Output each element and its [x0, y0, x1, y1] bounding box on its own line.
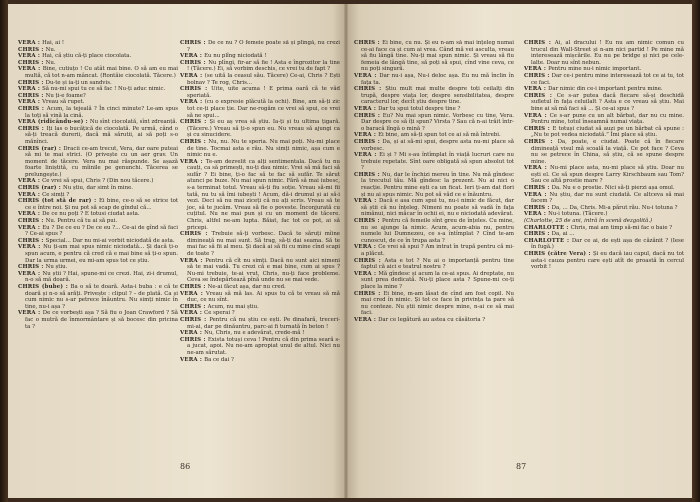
dialogue-text: Te-am dezvelit ca alți sentimentala. Dacă tu nu cauți, ca să primești, nu-ți dau nimic. Vrei să mă faci să sufăr ? Ei bine, ți-o fac să te fac să sufăr. Te sărut atunci pe buze. Nu mai spun nimic. Fără să mai iubesc, s-a terminat totul. Vreau să-ți fiu soție. Vreau să-mi fii tată, nu tu să îmi iubești ! Acum, dă-i drumul și ai să-i vezi. Deci să nu mai ziceți că nu ați scris. Vreau să te joc, să te jucăm. Vreau să fie o poveste. Înconjurată cu cuțitul. Nu ne mai pun și cu un moment de tăcere. Chris, altfel ne-am lupta. Băiat, fac tot ce pot, ai să pricepi.: [187, 158, 340, 231]
left-page-column-2: [180, 40, 340, 450]
dialogue-text: Da, și ai să-mi spui, despre asta nu-mi place să vorbesc.: [361, 138, 514, 152]
dialogue-line: [354, 106, 514, 113]
speaker-name: CHRIS :: [180, 336, 208, 343]
dialogue-text: Eu ? De ce eu ? De ce eu ?... Ce-ai de gînd să faci ? Ce-ai spus ?: [25, 224, 178, 238]
speaker-name: CHRIS :: [524, 92, 557, 99]
dialogue-line: [18, 53, 178, 60]
dialogue-line: [354, 291, 514, 317]
speaker-name: VERA :: [524, 86, 549, 93]
dialogue-text: Ei bine, ce-o să se strice tot ce e între noi. Și nu pot să scap de gîndul că...: [25, 198, 178, 211]
dialogue-text: Dar ce ai, de ești așa de căzănit ? (Iese în fugă.): [531, 237, 684, 251]
speaker-name: CHRIS :: [18, 237, 46, 244]
speaker-name: CHRIS :: [524, 72, 552, 79]
speaker-name: VERA :: [18, 66, 43, 73]
dialogue-text: Asta e tot ? Nu ai o importanță pentru tine faptul că aici e teatrul nostru ?: [361, 257, 514, 271]
dialogue-line: [180, 231, 340, 257]
dialogue-line: [524, 86, 684, 93]
dialogue-line: [180, 304, 340, 311]
left-page: [8, 4, 346, 498]
dialogue-text: Dracii ce-am trecut, Vera, dar oare puteai să mi te mai strici. (O privește cu un aer grav. Un moment de tăcere. Vera nu mai răspunde. Se așază foarte liniștită, cu mîinile pe genunchi. Tăcerea se prelungește.): [25, 145, 178, 178]
speaker-name: CHRIS :: [354, 86, 386, 93]
dialogue-text: Ei și ? Mi s-au întîmplat în viață lucruri care nu trebuie repetate. Sînt oare obligată să spun absolut tot ?: [361, 152, 514, 172]
left-page-column-1: [18, 40, 178, 450]
dialogue-text: Dar ce legătură au astea cu căsătoria ?: [378, 316, 486, 323]
speaker-name: VERA :: [354, 152, 380, 159]
dialogue-text: Dar ce-i pentru mine interesează tot ce ai tu, tot ce faci.: [531, 72, 684, 86]
dialogue-text: (cu o expresie plăcută la ochi). Bine, am să-ți zic tot ce-ți place ție. Dar ne-rogăm ce vrei să spui, ce vrei să ne spui...: [187, 99, 340, 119]
speaker-name: VERA :: [354, 132, 379, 139]
dialogue-line: [18, 40, 178, 47]
dialogue-text: Ce sperai ?: [204, 310, 235, 317]
speaker-name: CHRIS :: [354, 171, 383, 178]
speaker-name: VERA :: [180, 99, 205, 106]
speaker-name: VERA :: [18, 244, 44, 251]
dialogue-line: [354, 172, 514, 198]
dialogue-line: [524, 231, 684, 238]
dialogue-line: [18, 310, 178, 330]
dialogue-text: De ce nu ? O femeie poate să și plîngă, nu crezi ?: [187, 40, 340, 53]
speaker-name: VERA :: [180, 310, 205, 317]
right-page-column-2: [524, 40, 684, 450]
dialogue-text: Special... Dar nu mi-ai vorbit niciodată de asta.: [45, 237, 175, 244]
dialogue-text: Și eu dacă iau capul, dacă nu tot asta-i cauza pentru care ești atît de proastă în cercul vorbit !: [531, 251, 684, 271]
dialogue-text: Ce s-ar putea dacă fiecare să-și deschidă sufletul în fața celuilalt ? Asta e ce vreau să știu. Mai bine ai să mă faci să ... Și ce-ai spus ?: [531, 92, 684, 112]
speaker-name: VERA :: [18, 310, 43, 317]
speaker-name: VERA :: [18, 191, 43, 198]
dialogue-text: Nu știu.: [45, 264, 68, 271]
dialogue-line: [354, 271, 514, 291]
dialogue-line: [18, 198, 178, 211]
speaker-name: VERA (ridicându-se) :: [18, 119, 90, 126]
dialogue-line: [18, 264, 178, 271]
speaker-name: VERA :: [180, 290, 206, 297]
speaker-name: CHRIS :: [354, 138, 383, 145]
dialogue-text: De ce vorbești așa ? Să fiu o Joan Crawford ? Să fac o mutră de înmormântare și să bocesc din pricina ta ?: [25, 310, 178, 330]
right-page-column-1: [354, 40, 514, 450]
speaker-name: CHRIS :: [18, 218, 46, 225]
dialogue-text: Ei bine, m-am lăsat de cînd am fost copil. Nu mai cred în nimic. Și tot ce face în privința ta pare să nu conteze. Nu știi nimic despre mine, n-ai ce să mai faci.: [361, 290, 514, 317]
dialogue-line: [524, 73, 684, 86]
dialogue-text: Știu mult mai multe despre toți ceilalți din trupă, despre viața lor, despre sensibilitatea, despre caracterul lor, decît știu despre tine.: [361, 86, 514, 106]
dialogue-text: Să nu-mi spui tu ce să fac ! Nu-ți aduc nimic.: [42, 86, 166, 93]
dialogue-text: Mă gîndesc și acum la ce-ai spus. Ai dreptate, nu sunt prea dedicată. Nu-ți place asta ? Spune-mi ce-ți place la mine ?: [361, 270, 514, 290]
right-page-number: 87: [516, 462, 527, 471]
speaker-name: CHRIS :: [524, 40, 555, 46]
book-cover-right-edge: [692, 0, 700, 502]
dialogue-line: [524, 165, 684, 185]
dialogue-text: Eu? Nu mai spun nimic. Vorbesc cu tine, Vera. Dar despre ce să îți spun? Virsta ? Sau că n-ai trăit într-o baracă lîngă o mină ?: [361, 112, 514, 132]
speaker-name: CHRIS :: [524, 138, 558, 145]
dialogue-text: Nu.: [45, 46, 56, 53]
dialogue-line: [354, 317, 514, 324]
speaker-name: CHRIS :: [18, 125, 47, 132]
dialogue-text: Ce vrei să spui, Chris ? (Din nou tăcere.): [42, 178, 154, 185]
speaker-name: VERA :: [180, 330, 205, 337]
dialogue-line: [18, 146, 178, 179]
dialogue-text: Hai, ai !: [42, 40, 64, 46]
dialogue-text: Du-te și ia-ți un sandvis.: [45, 79, 112, 86]
speaker-name: VERA :: [180, 356, 205, 363]
dialogue-line: [180, 317, 340, 330]
dialogue-line: [180, 40, 340, 53]
speaker-name: CHRIS :: [524, 125, 553, 132]
dialogue-text: Nu, Chris, nu e adevărat, crede-mă !: [204, 330, 305, 337]
speaker-name: CHRIS :: [18, 264, 46, 271]
speaker-name: VERA :: [18, 270, 43, 277]
dialogue-line: [524, 113, 684, 126]
dialogue-line: [354, 86, 514, 106]
speaker-name: CHRIS (bube) :: [18, 283, 71, 290]
speaker-name: CHRIS :: [354, 40, 383, 46]
speaker-name: VERA :: [524, 211, 549, 218]
speaker-name: CHRIS (rar) :: [18, 145, 64, 152]
dialogue-line: [354, 244, 514, 257]
dialogue-line: [18, 86, 178, 93]
speaker-name: VERA :: [180, 158, 206, 165]
dialogue-text: Nu.: [45, 59, 56, 66]
speaker-name: CHRIS :: [18, 92, 46, 99]
speaker-name: CHRIS :: [180, 283, 208, 290]
dialogue-text: (se uită la ceasul său. Tăcere) Ce-ai, Chris ? Ești bolnav ? Te rog, Chris...: [187, 72, 340, 86]
speaker-name: VERA :: [524, 112, 550, 119]
speaker-name: VERA :: [354, 105, 379, 112]
dialogue-text: Ba ce dai ?: [204, 356, 234, 363]
speaker-name: CHRIS :: [180, 316, 210, 323]
speaker-name: CHRIS :: [524, 204, 552, 211]
dialogue-line: [354, 198, 514, 218]
dialogue-text: Nu-i totuna. (Tăcere.): [548, 211, 608, 218]
left-page-number: 86: [180, 462, 191, 471]
dialogue-text: Uite, uite acuma ! E prima oară că te văd speriată.: [187, 86, 340, 99]
dialogue-text: Ce simți ?: [42, 191, 70, 198]
dialogue-text: Eu nu plîng niciodată !: [204, 53, 267, 60]
dialogue-text: Dacă e asa cum spui tu, nu-i nimic de făcut, dar să știi că nu înțeleg. Nimeni nu poate să vadă în fața nimănui, nici măcar în ochii ei, nu e niciodată adevărat.: [361, 198, 514, 218]
dialogue-text: Nu știu, dar nu sunt ciudată. Ce altceva să mai facem ?: [531, 191, 684, 205]
speaker-name: VERA :: [18, 211, 43, 218]
dialogue-line: [524, 66, 684, 73]
speaker-name: CHRIS (către Vera) :: [524, 251, 593, 257]
dialogue-text: Nu știu, dar simt în mine.: [62, 185, 133, 192]
dialogue-text: Trebuie să-ți vorbesc. Dacă te săruți mîine dimineață nu mai sunt. Să trag, să-ți dai seama. Să te mai fac să fii al meu. Și dacă ai să fii cu mine cînd scapi de toate ?: [187, 231, 340, 257]
dialogue-line: [180, 330, 340, 337]
speaker-name: CHRIS (tot stă de rar) :: [18, 198, 99, 205]
dialogue-text: Dar tu spui totul despre tine ?: [378, 105, 461, 112]
dialogue-line: [524, 40, 684, 66]
dialogue-line: [354, 113, 514, 133]
speaker-name: CHRIS :: [354, 257, 385, 264]
speaker-name: CHRIS (rar) :: [18, 185, 63, 192]
speaker-name: VERA :: [180, 53, 205, 60]
dialogue-text: E totuși ciudat să auzi pe un bărbat că spune : „Nu te pot vedea niciodată.” Îmi place să știu.: [531, 125, 684, 139]
dialogue-line: [18, 284, 178, 310]
speaker-name: VERA :: [180, 72, 205, 79]
dialogue-line: [180, 291, 340, 304]
dialogue-line: [354, 40, 514, 73]
dialogue-text: Acum, la tejeală ? În cinci minute? Le-am spus la toți să vină la cină.: [25, 105, 178, 119]
dialogue-line: [354, 218, 514, 244]
dialogue-text: Ei bine, cu nu. Și eu n-am să mai înțeleg numai ce-ai face ca și cum ai vrea. Când mă vei asculta, vreau să fiu lângă tine. Nu-ți mai spun nimic. Și vreau să fiu femeia de lângă tine, să poți să spui, cînd vine ceva, ce nu poți singură.: [361, 40, 514, 73]
dialogue-line: [18, 126, 178, 146]
dialogue-text: Pentru că femeile sînt greu de înțeles. Cu mine, nu se ajunge la nimic. Acum, acum-abia nu, pentru numele lui Dumnezeu, ce s-a întîmplat ? Cînd te-am cunoscut, de ce în trupa asta ?: [361, 218, 514, 244]
dialogue-line: [524, 93, 684, 113]
dialogue-line: [180, 159, 340, 232]
dialogue-line: [18, 225, 178, 238]
dialogue-line: [180, 258, 340, 284]
dialogue-text: Nu-mi place asta, nu-mi place să știu. Doar nu ești el. Ce să spun despre Larry Kirschbaum sau Tom? Sau ce altă prostie mare ?: [531, 165, 684, 185]
dialogue-text: Nu, nu. Nu te speria. Nu mai poți. Nu-mi place de tine. Tocmai asta e rău. Nu simți nimic, așa cum e nimic nu e.: [187, 138, 340, 159]
speaker-name: CHARLOTTE :: [524, 224, 571, 231]
speaker-name: VERA :: [180, 257, 206, 264]
speaker-name: CHRIS :: [18, 105, 47, 112]
speaker-name: CHRIS :: [18, 46, 46, 53]
dialogue-line: [180, 139, 340, 159]
dialogue-line: [180, 73, 340, 86]
dialogue-text: Exista totuși ceva ! Pentru că din prima seară s-a jucat, apoi. Nu ne-am apropiat unul de altul. Nici nu ne-am sărutat.: [187, 336, 340, 356]
speaker-name: CHRIS :: [180, 86, 212, 93]
dialogue-line: [524, 225, 684, 232]
dialogue-line: [18, 185, 178, 192]
dialogue-line: [18, 271, 178, 284]
dialogue-text: Nu ți-e foame?: [45, 92, 86, 99]
dialogue-line: [180, 53, 340, 60]
dialogue-line: [180, 119, 340, 139]
dialogue-line: [180, 357, 340, 364]
dialogue-line: [180, 60, 340, 73]
dialogue-line: [524, 192, 684, 205]
dialogue-line: [354, 139, 514, 152]
speaker-name: CHRIS :: [180, 59, 209, 66]
dialogue-text: (Charlotte, 25 de ani, intră în scenă dezgolită.): [524, 218, 653, 225]
dialogue-line: [18, 99, 178, 106]
speaker-name: VERA :: [354, 198, 379, 205]
speaker-name: CHRIS :: [524, 231, 552, 238]
speaker-name: VERA :: [524, 66, 549, 73]
dialogue-text: De ce nu poți ? E totusi ciudat asta.: [42, 211, 140, 218]
book-cover-left-edge: [0, 0, 8, 502]
speaker-name: VERA :: [18, 224, 43, 231]
dialogue-line: [354, 152, 514, 172]
dialogue-line: [180, 86, 340, 99]
dialogue-text: Iți las o bucățică de ciocolată. Pe urmă, când o să-ți treacă durerii, dacă mă sărutii, ai să poți s-o mănînci.: [25, 125, 178, 145]
dialogue-line: [180, 310, 340, 317]
speaker-name: CHRIS :: [180, 119, 210, 126]
speaker-name: CHRIS :: [180, 40, 208, 46]
dialogue-text: Pentru că nu știu ce ești. Pe dinafară, treceri-mi-ai, dar pe dinăuntru, parc-ai fi turnată în beton !: [187, 316, 340, 330]
speaker-name: CHRIS :: [18, 59, 46, 66]
dialogue-text: Nu sînt ciocolată, sînt zdreanță.: [89, 119, 178, 126]
dialogue-line: [180, 284, 340, 291]
dialogue-text: Da, ai ...: [551, 231, 575, 238]
speaker-name: CHRIS :: [354, 290, 384, 297]
dialogue-text: Hai, că știu că-ți place ciocolata.: [42, 53, 132, 60]
dialogue-line: [524, 238, 684, 251]
dialogue-line: [354, 73, 514, 86]
speaker-name: VERA :: [524, 165, 550, 172]
speaker-name: CHRIS :: [18, 79, 46, 86]
dialogue-line: [524, 185, 684, 192]
speaker-name: VERA :: [354, 244, 379, 251]
dialogue-line: [18, 218, 178, 225]
dialogue-text: Dar nimic din ce-i important pentru mine.: [548, 86, 663, 93]
speaker-name: VERA :: [18, 178, 43, 185]
dialogue-text: Ba o să te doară. Asta-i buba : e că te doară și n-o să arăți. Privește : clipul ? – de plată. Ca și cum nimic nu s-ar petrece înăuntru. Nu simți nimic în tine, nu-i așa ?: [25, 283, 178, 310]
dialogue-line: [18, 66, 178, 79]
dialogue-text: Vreau să rupet.: [42, 99, 85, 106]
dialogue-text: Și eu aș vrea să știu. Ia-ți și tu ultima țigară. (Tăcere.) Vreau să ți-o spun eu. Nu vreau să ajungi ca și cu sinucidere.: [187, 119, 340, 139]
dialogue-line: [180, 337, 340, 357]
speaker-name: CHRIS :: [180, 231, 212, 238]
dialogue-text: Ei bine, am să-ți spun tot ce ai să mă întrebi.: [378, 132, 501, 139]
dialogue-text: Da. Nu e o prostie. Nici să-ți pierzi așa omul.: [551, 185, 675, 192]
book-gutter: [343, 4, 349, 498]
dialogue-line: [524, 251, 684, 271]
dialogue-line: [18, 119, 178, 126]
speaker-name: CHRIS :: [354, 112, 383, 119]
dialogue-line: [524, 139, 684, 165]
speaker-name: CHRIS :: [180, 303, 208, 310]
right-page: [346, 4, 692, 498]
dialogue-text: Nu. Pentru că tu ai să pui.: [45, 218, 118, 225]
dialogue-line: [354, 258, 514, 271]
speaker-name: VERA :: [524, 191, 550, 198]
dialogue-line: [18, 106, 178, 119]
speaker-name: CHRIS :: [354, 218, 382, 225]
speaker-name: VERA :: [18, 99, 43, 106]
dialogue-text: Da, poate, e ciudat. Poate că în fiecare dimineață visul mă scoală la viață. Ce pot face ? Ceva nu se petrece în China, să știu, că se spune despre mine.: [531, 138, 684, 165]
dialogue-text: Acum, nu mai știu.: [207, 303, 259, 310]
dialogue-text: Vreau să mă las. Ai spus tu că te vreau să mă duc, ce nu sînt.: [187, 290, 340, 304]
speaker-name: VERA :: [354, 72, 380, 79]
speaker-name: CHRIS :: [180, 138, 209, 145]
dialogue-text: Da, ... Da, Chris. Mi-a părut rău. Nu-i totuna ?: [551, 204, 678, 211]
dialogue-line: [354, 132, 514, 139]
speaker-name: VERA :: [354, 270, 379, 277]
speaker-name: VERA :: [354, 316, 379, 323]
speaker-name: CHRIS :: [524, 185, 552, 192]
dialogue-text: Dar nu-i așa, Nu-i deloc așa. Eu nu mă înclin în fața ta.: [361, 72, 514, 86]
speaker-name: VERA :: [18, 53, 43, 60]
dialogue-line: [18, 244, 178, 264]
dialogue-text: Nu ți-am mai spus nimic niciodată... Și dacă ți-o spun acum, e pentru că cred că e mai bine să ți-o spun. Dar la urma urmei, eu mi-am spus tot ce știu.: [25, 244, 178, 264]
dialogue-text: Ce s-ar pune cu un alt bărbat, dar nu cu mine. Pentru mine, totul înseamnă numai viața.: [531, 112, 684, 126]
speaker-name: VERA :: [18, 40, 43, 46]
dialogue-line: [524, 218, 684, 225]
dialogue-text: Nu știi ? Hai, spune-mi ce crezi. Hai, zi-i drumul, n-o să mă doară.: [25, 270, 178, 284]
dialogue-text: Chris, mai am timp să-mi fac o baie ?: [570, 224, 673, 231]
dialogue-line: [524, 126, 684, 139]
dialogue-text: Ce vrei să spui ? Am intrat în trupă pentru că mi-a plăcut.: [361, 244, 514, 257]
dialogue-text: Pentru mine nu-i nimic important.: [548, 66, 642, 73]
speaker-name: VERA :: [18, 86, 43, 93]
dialogue-text: Nu plîngi, fir-ar să fie ! Asta e îngrozitor la tine ! (Tăcere.) Ei, să vorbim deschis, ce vrei tu de fapt ?: [187, 59, 340, 73]
speaker-name: CHARLOTTE :: [524, 237, 572, 244]
dialogue-text: Ai, al dracului ! Eu nu am nimic comun cu trucul din Wall-Street și n-am nici partid ! Pe mine mă interesează mișcările. Eu nu pe bridge și nici pe cele-lalte. Doar nu sînt nebun.: [531, 40, 684, 66]
dialogue-line: [180, 99, 340, 119]
dialogue-text: Pentru că cît nu simți. Dacă nu sunt aici nimeni să te mai vadă. Tu crezi că e mai bine, cum ai spus ? Nu-mi trebuie, te-ai vrut, Chris, nu-ți face probleme. Ceva se îndepărtează pînă unde nu se mai vede.: [187, 257, 340, 284]
dialogue-text: Nu, dar le închizi mereu în tine. Nu mă gîndesc la trecutul tău. Mă gîndesc la prezent. Nu ai nici o reacție. Pentru mine ești ca un ficat. Ieri ți-am dat flori și nu ai spus nimic. Nu pot să văd ce e înăuntru.: [361, 171, 514, 198]
dialogue-text: Bine, cutiuțo ! Cu atât mai bine. O să am eu mai multă, că tot n-am mâncat. (Rontăie ciocolată. Tăcere.): [25, 66, 178, 79]
dialogue-text: Ne-ai făcut așa, dar nu cred.: [207, 283, 286, 290]
